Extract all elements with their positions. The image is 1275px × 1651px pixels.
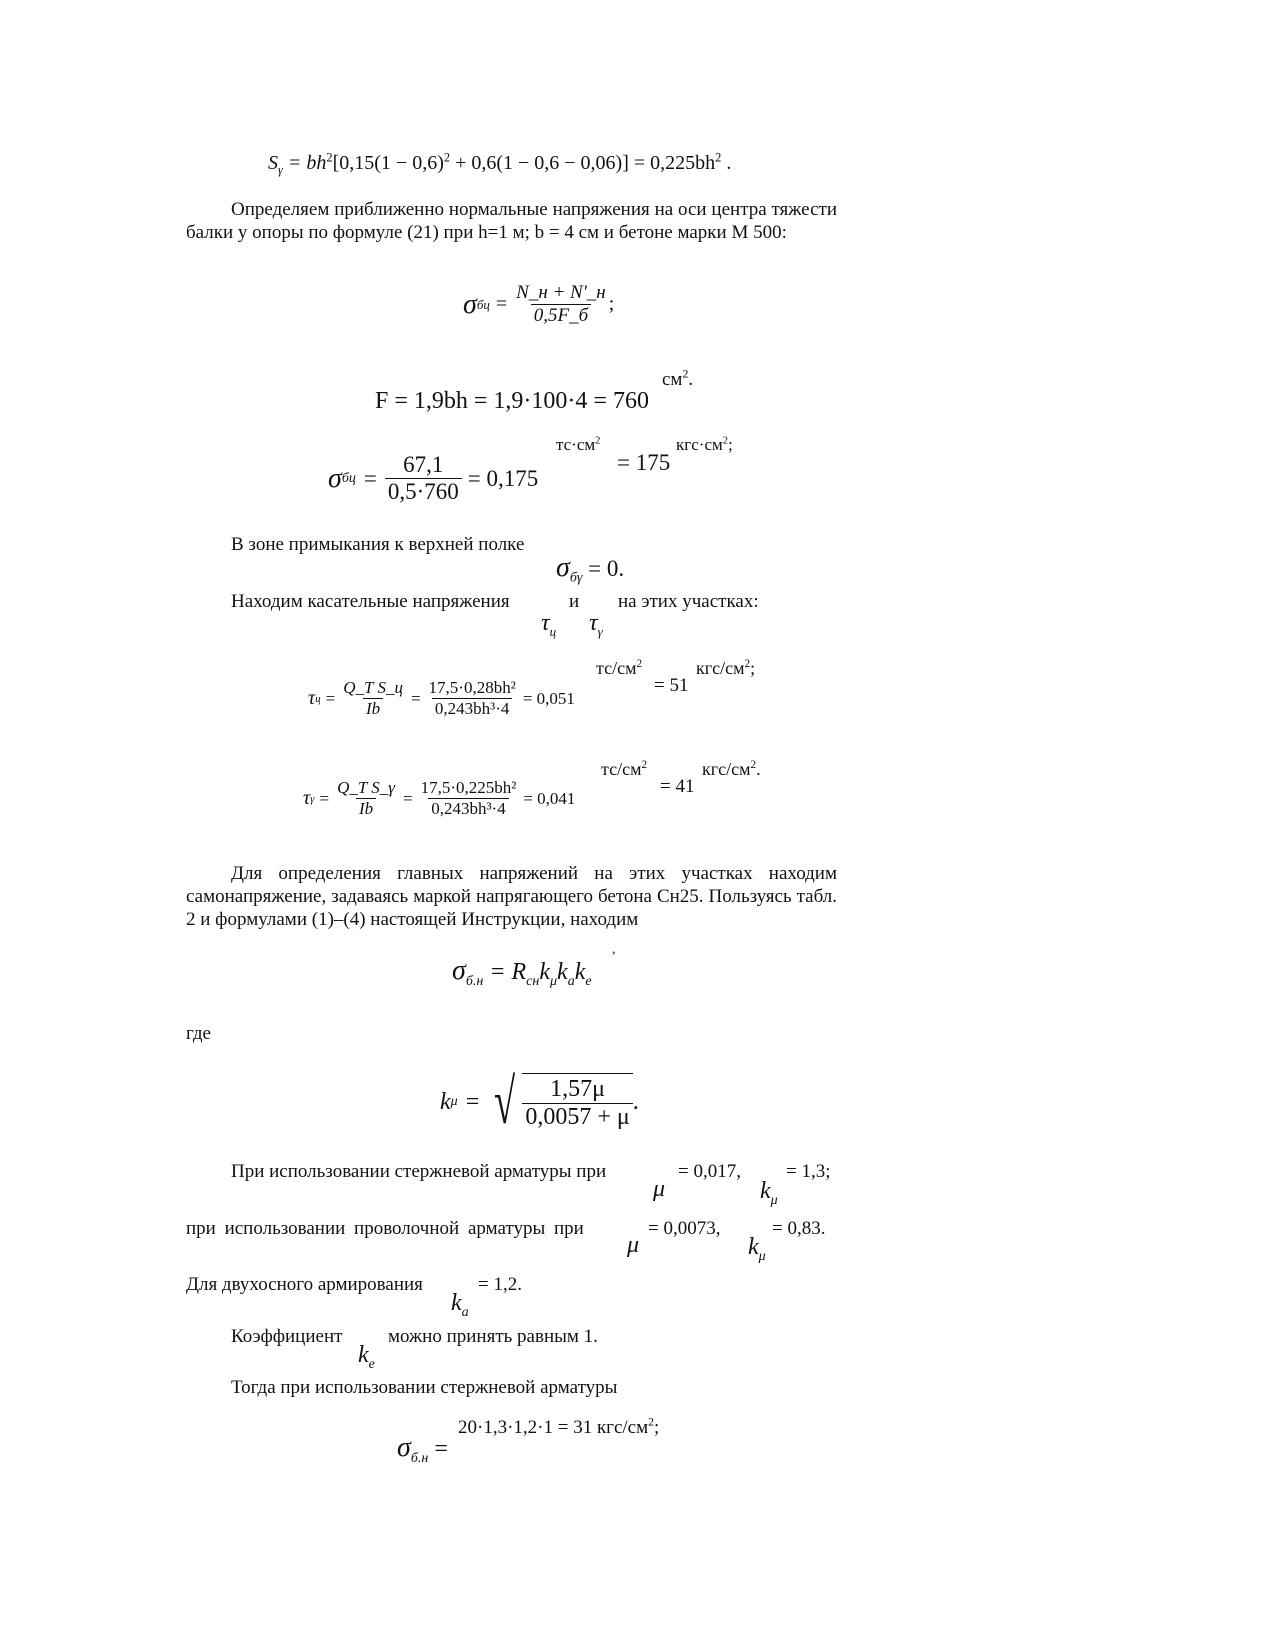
eq8-k1: k — [539, 959, 550, 985]
eq7-num1: Q_T S_γ — [337, 778, 395, 797]
eq3-unit-sup: 2 — [682, 367, 689, 381]
eq3-body: F = 1,9bh = 1,9·100·4 = 760 — [375, 388, 649, 414]
paragraph-rod-a: При использовании стержневой арматуры при — [231, 1161, 607, 1182]
eq6-val2: = 51 — [654, 675, 689, 696]
eq6-fraction2 — [426, 678, 519, 719]
eq6-unit2-block — [696, 657, 755, 680]
eq6-unit1-sup: 2 — [636, 658, 643, 670]
k-mu-1-sub: μ — [770, 1192, 778, 1208]
eq7-val: = 0,041 — [523, 788, 576, 808]
eq1-sq: 2 — [326, 150, 333, 165]
equation-sigma-bn-value-lhs — [397, 1432, 448, 1464]
eq7-unit1-block — [601, 758, 647, 781]
equation-sigma-b-gamma — [556, 552, 624, 584]
eq10-eq: = — [428, 1436, 448, 1462]
eq8-k2: k — [557, 959, 568, 985]
sqrt-symbol: √ $\frac{1,57\mu}{0,0057 + \mu}$ — [487, 1070, 633, 1134]
mu-symbol-1: μ — [653, 1176, 666, 1202]
eq7-unit2-sup: 2 — [750, 759, 757, 771]
eq1-tail: + 0,6(1 − 0,6 − 0,06)] = 0,225bh — [450, 152, 716, 174]
paragraph-rod-c: = 1,3; — [786, 1161, 831, 1182]
eq1-sq2: 2 — [443, 150, 451, 165]
eq1-rest: = bh — [282, 152, 327, 174]
paragraph-shear-a: Находим касательные напряжения — [231, 591, 510, 612]
paragraph-biaxial-b: = 1,2. — [478, 1274, 522, 1295]
k-mu-2-sub: μ — [758, 1248, 766, 1264]
k-a-symbol — [451, 1290, 469, 1320]
equation-sigma-bn-value-rhs — [458, 1416, 659, 1439]
eq8-k2-sub: a — [567, 973, 575, 989]
tau-c: τ — [541, 610, 550, 636]
eq7-den1: Ib — [356, 798, 376, 819]
tau-c-symbol — [541, 610, 556, 637]
eq4-unit2-sup: 2 — [722, 435, 729, 447]
k-mu-symbol-2 — [748, 1234, 766, 1264]
eq1-bracket: [0,15(1 − 0,6) — [332, 152, 444, 174]
eq4-end: ; — [728, 435, 733, 454]
equation-sigma-bc-value: σ бц = $\frac{67,1}{0,5\cdot 760}$ = 0,175 — [328, 452, 539, 504]
eq2-fraction — [513, 282, 609, 327]
eq7-unit1: тс/см — [601, 759, 642, 779]
eq4-num: 67,1 — [403, 452, 444, 477]
equation-f-area — [375, 388, 649, 415]
eq10-end: ; — [654, 1417, 660, 1438]
eq2-num: N_н + N'_н — [516, 282, 606, 303]
eq7-fraction2 — [418, 778, 520, 819]
equation-sigma-bn-general — [452, 955, 592, 987]
k-e-symbol — [358, 1342, 375, 1372]
eq4-unit2-block — [676, 433, 733, 456]
eq7-unit1-sup: 2 — [641, 759, 648, 771]
eq4-val: = 0,175 — [467, 465, 539, 491]
tau-g-sub: γ — [597, 623, 603, 639]
eq7-num2: 17,5·0,225bh² — [420, 778, 517, 797]
eq4-val2: = 175 — [617, 450, 671, 475]
eq3-end: . — [688, 369, 694, 390]
eq3-unit: см — [662, 369, 683, 390]
eq4-sigma: σ — [328, 462, 342, 494]
equation-sigma-bc: σ бц = $\frac{N\_н + N'\_н}{0,5F\_б}$ ; — [463, 282, 615, 326]
tau-c-sub: ц — [549, 623, 557, 639]
eq2-end: ; — [608, 293, 615, 315]
eq1-end: . — [721, 152, 732, 174]
paragraph-self-stress: Для определения главных напряжений на этих участках находим самонапряжение, задаваясь маркой напрягающего бетона Сн25. Пользуясь табл. 2 и формулами (1)–(4) настоящей Инструкции, находим — [186, 863, 837, 930]
mu-symbol-2: μ — [627, 1232, 640, 1258]
eq6-num2: 17,5·0,28bh² — [428, 678, 516, 697]
eq4-unit1-sup: 2 — [595, 435, 601, 447]
eq5-rest: = 0. — [582, 556, 625, 581]
eq4-den: 0,5·760 — [385, 478, 462, 505]
paragraph-upper-flange: В зоне примыкания к верхней полке — [231, 534, 525, 555]
eq5-sub: бγ — [569, 570, 583, 586]
k-mu-1: k — [760, 1178, 771, 1204]
paragraph-wire-b: = 0,0073, — [648, 1218, 721, 1239]
eq8-k3-sub: e — [585, 973, 592, 989]
eq3-unit-block — [662, 368, 693, 391]
k-a-sub: a — [461, 1304, 469, 1320]
eq6-unit2-sup: 2 — [744, 658, 751, 670]
paragraph-rod-b: = 0,017, — [678, 1161, 741, 1182]
eq1-sub: γ — [278, 163, 283, 177]
eq7-unit2-block — [702, 758, 761, 781]
eq6-den2: 0,243bh³·4 — [432, 698, 513, 719]
tau-gamma-symbol — [589, 610, 603, 637]
eq4-unit1: тс·см — [556, 435, 596, 454]
eq8-lhs: σ — [452, 955, 466, 986]
eq4-unit1-block — [556, 433, 600, 456]
eq6-num1: Q_T S_ц — [343, 678, 403, 697]
paragraph-coef-a: Коэффициент — [231, 1326, 343, 1347]
eq10-lhs-sub: б.н — [410, 1450, 429, 1466]
eq9-fraction — [522, 1076, 632, 1131]
eq7-val2: = 41 — [660, 776, 695, 797]
eq7-den2: 0,243bh³·4 — [428, 798, 509, 819]
equation-s-gamma — [268, 152, 731, 175]
eq4-fraction — [385, 452, 462, 505]
eq5-sigma: σ — [556, 552, 570, 583]
eq6-end: ; — [750, 658, 756, 678]
eq8-lhs-sub: б.н — [465, 973, 484, 989]
eq8-end: , — [612, 942, 616, 957]
eq9-end: . — [632, 1088, 639, 1115]
eq6-fraction1 — [340, 678, 406, 719]
eq10-val: 20·1,3·1,2·1 = 31 кгс/см — [458, 1417, 649, 1438]
eq7-unit2: кгс/см — [702, 759, 751, 779]
eq9-den: 0,0057 + μ — [522, 1103, 632, 1131]
k-e: k — [358, 1342, 369, 1368]
eq2-lhs: σ — [463, 288, 477, 320]
equation-tau-c: τ ц = $\frac{\text{Q\_T S\_ц}}{Ib}$ = $\frac{\text{17,5·0,28bh²}}{\text{0,243bh³·4}}$ = 0,051 — [308, 678, 575, 718]
eq1-s: S — [268, 152, 278, 174]
eq9-num: 1,57μ — [550, 1076, 605, 1102]
eq6-unit1-block — [596, 657, 642, 680]
k-a: k — [451, 1290, 462, 1316]
paragraph-wire-a: при использовании проволочной арматуры при — [186, 1218, 584, 1239]
eq7-fraction1 — [334, 778, 398, 819]
paragraph-then: Тогда при использовании стержневой арматуры — [231, 1377, 618, 1398]
paragraph-biaxial-a: Для двухосного армирования — [186, 1274, 423, 1295]
paragraph-coef-b: можно принять равным 1. — [388, 1326, 598, 1347]
k-mu-2: k — [748, 1234, 759, 1260]
eq2-den: 0,5F_б — [531, 304, 591, 327]
eq4-unit2: кгс·см — [676, 435, 723, 454]
paragraph-normal-stress: Определяем приближенно нормальные напряжения на оси центра тяжести балки у опоры по формуле (21) при h=1 м; b = 4 см и бетоне марки М 500: — [186, 199, 837, 243]
paragraph-wire-c: = 0,83. — [772, 1218, 826, 1239]
eq7-end: . — [756, 759, 761, 779]
tau-g: τ — [589, 610, 598, 636]
eq1-sq3: 2 — [715, 150, 722, 165]
equation-tau-gamma: τ γ = $\frac{\text{Q\_T S\_γ}}{Ib}$ = $\frac{\text{17,5·0,225bh²}}{\text{0,243bh³·4}}$ = 0,041 — [303, 778, 576, 818]
paragraph-shear-c: на этих участках: — [618, 591, 759, 612]
paragraph-where: где — [186, 1023, 211, 1044]
k-e-sub: e — [368, 1356, 375, 1372]
eq8-rhs: = R — [483, 959, 527, 985]
eq6-unit1: тс/см — [596, 658, 637, 678]
eq8-rhs-sub: сн — [526, 973, 540, 989]
eq9-lhs: k — [440, 1088, 451, 1115]
k-mu-symbol-1 — [760, 1178, 778, 1208]
eq8-k3: k — [574, 959, 586, 985]
equation-k-mu: k μ = √ $\frac{1,57\mu}{0,0057 + \mu}$ . — [440, 1066, 639, 1137]
paragraph-shear-and: и — [569, 591, 580, 612]
eq8-k1-sub: μ — [550, 973, 558, 989]
eq6-den1: Ib — [363, 698, 383, 719]
eq10-sup: 2 — [648, 1415, 655, 1429]
eq6-unit2: кгс/см — [696, 658, 745, 678]
eq10-lhs: σ — [397, 1432, 411, 1463]
eq6-val: = 0,051 — [522, 688, 575, 708]
